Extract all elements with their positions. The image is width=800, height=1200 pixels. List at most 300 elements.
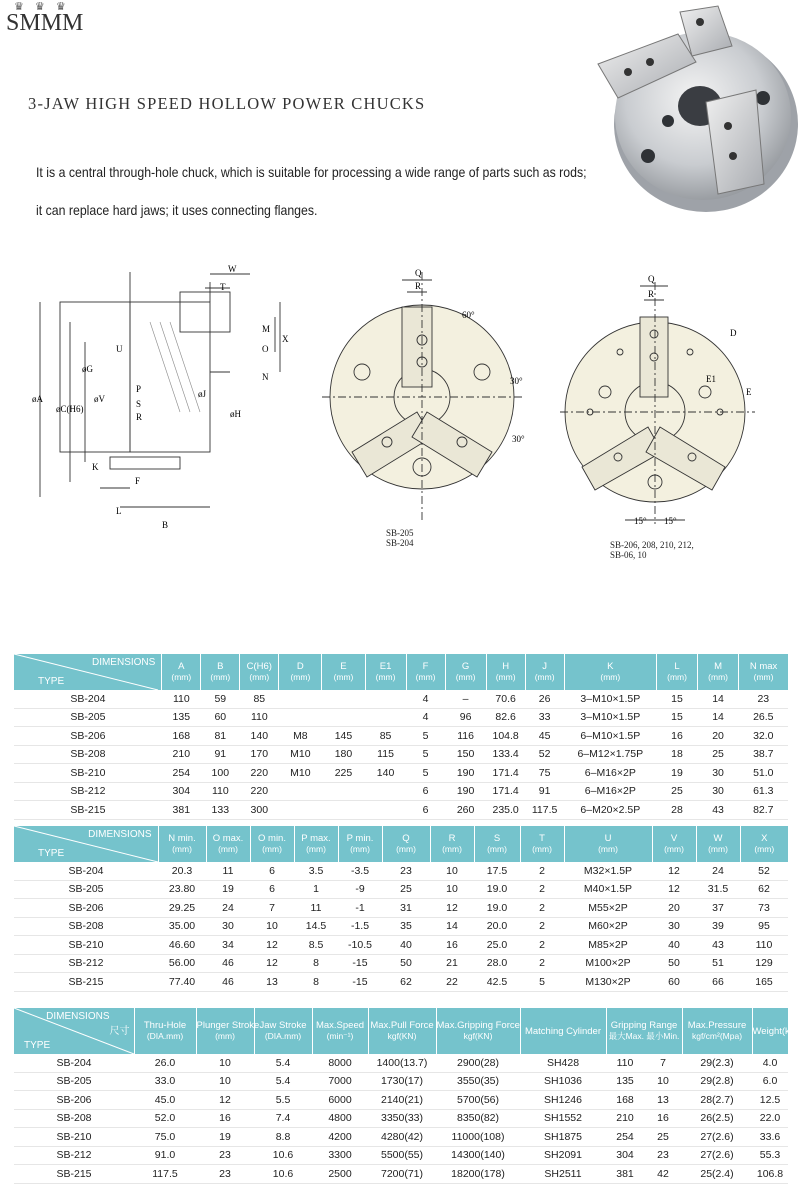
front-left-label-r: R	[415, 281, 422, 291]
table-3-cell: 27(2.6)	[682, 1146, 752, 1165]
table-2-col-header: T (mm)	[520, 826, 564, 862]
table-3-cell: 7	[644, 1054, 682, 1072]
table-3-cell: 22.0	[752, 1109, 788, 1128]
caption-sb206-group: SB-206, 208, 210, 212,	[610, 540, 694, 550]
table-2-cell: M60×2P	[564, 917, 652, 936]
table-1-cell	[365, 690, 406, 708]
table-2-row	[14, 880, 788, 899]
table-2-cell: 2	[520, 954, 564, 973]
table-3-cell: 1730(17)	[368, 1072, 436, 1091]
table-2-cell: 14	[430, 917, 474, 936]
table-2-cell: 2	[520, 880, 564, 899]
table-2-cell: 8.5	[294, 936, 338, 955]
table-1-cell: 96	[445, 708, 486, 727]
table-2-cell: -15	[338, 954, 382, 973]
table-2-type-cell: SB-212	[14, 954, 158, 973]
table-3-col-header: Weight(kg)	[752, 1008, 788, 1054]
table-2-col-header: U (mm)	[564, 826, 652, 862]
table-3-cell: 4800	[312, 1109, 368, 1128]
front-left-angle-30b: 30°	[512, 434, 525, 444]
table-1-cell: 235.0	[486, 801, 525, 820]
table-1-corner	[14, 654, 162, 690]
table-2-cell: 30	[652, 917, 696, 936]
table-1-cell: 30	[698, 782, 739, 801]
table-2-type-cell: SB-206	[14, 899, 158, 918]
table-3-cell: 19	[196, 1128, 254, 1147]
table-2-cell: 12	[250, 936, 294, 955]
table-2-col-header: P max. (mm)	[294, 826, 338, 862]
table-3-dimensions-label: DIMENSIONS	[46, 1011, 110, 1022]
table-1-type-cell: SB-204	[14, 690, 162, 708]
table-3-cell: 25(2.4)	[682, 1165, 752, 1184]
table-2-cell: 29.25	[158, 899, 206, 918]
table-2-row	[14, 917, 788, 936]
table-3-cell: 2900(28)	[436, 1054, 520, 1072]
table-3-cell: 2140(21)	[368, 1091, 436, 1110]
table-2-cell: 19.0	[474, 899, 520, 918]
table-1-cell: M10	[279, 764, 322, 783]
table-3-cell: 6.0	[752, 1072, 788, 1091]
table-2-cell: M85×2P	[564, 936, 652, 955]
table-1-cell: 171.4	[486, 782, 525, 801]
table-2-cell: -1	[338, 899, 382, 918]
table-1-cell: 20	[698, 727, 739, 746]
table-2-cell: 1	[294, 880, 338, 899]
table-2-cell: 16	[430, 936, 474, 955]
table-1-cell: 104.8	[486, 727, 525, 746]
table-2-cell: 3.5	[294, 862, 338, 880]
table-2-cell: 22	[430, 973, 474, 992]
dim-label-r: R	[136, 412, 143, 422]
table-1-cell: –	[445, 690, 486, 708]
table-3-cell: 14300(140)	[436, 1146, 520, 1165]
table-2-type-cell: SB-204	[14, 862, 158, 880]
table-1-row	[14, 690, 788, 708]
table-1-cell: 52	[525, 745, 564, 764]
table-3-type-cell: SB-208	[14, 1109, 134, 1128]
caption-sb06-group: SB-06, 10	[610, 550, 647, 560]
table-3-col-header: Jaw Stroke (DIA.mm)	[254, 1008, 312, 1054]
table-1-cell: 254	[162, 764, 201, 783]
table-2-cell: 12	[250, 954, 294, 973]
brand-logo	[4, 0, 114, 40]
table-3-row	[14, 1146, 788, 1165]
front-view-sb206	[560, 262, 780, 537]
table-2-cell: 19.0	[474, 880, 520, 899]
table-2-header	[14, 826, 788, 862]
table-2-cell: 46.60	[158, 936, 206, 955]
table-2-col-header: S (mm)	[474, 826, 520, 862]
table-1-col-header: A (mm)	[162, 654, 201, 690]
table-3-cell: 7200(71)	[368, 1165, 436, 1184]
table-3-cell: SH1246	[520, 1091, 606, 1110]
table-3-cell: 381	[606, 1165, 644, 1184]
table-1-cell: 115	[365, 745, 406, 764]
table-1-cell: 6–M16×2P	[564, 764, 656, 783]
table-2-cell: 46	[206, 973, 250, 992]
table-3-cell: 117.5	[134, 1165, 196, 1184]
table-1-cell: 85	[240, 690, 279, 708]
table-3-col-header: Gripping Range 最大Max. 最小Min.	[606, 1008, 682, 1054]
table-2-cell: 7	[250, 899, 294, 918]
table-2-cell: 10	[430, 880, 474, 899]
table-1-cell: 180	[322, 745, 365, 764]
table-3-cell: 10.6	[254, 1165, 312, 1184]
table-1-cell: 168	[162, 727, 201, 746]
table-3-cell: 106.8	[752, 1165, 788, 1184]
table-1-type-label: TYPE	[38, 676, 65, 687]
table-2-type-label: TYPE	[38, 848, 65, 859]
table-3-cell: 52.0	[134, 1109, 196, 1128]
table-3-cell: SH1875	[520, 1128, 606, 1147]
table-1-type-cell: SB-215	[14, 801, 162, 820]
table-2-cell: 50	[652, 954, 696, 973]
table-3-type-cell: SB-215	[14, 1165, 134, 1184]
dim-label-v: øV	[94, 394, 105, 404]
front-right-angle-15a: 15°	[634, 516, 647, 526]
table-1-cell: 75	[525, 764, 564, 783]
table-2-cell: 19	[206, 880, 250, 899]
table-2-cell: 39	[696, 917, 740, 936]
front-right-label-d: D	[730, 328, 737, 338]
table-1-cell: 225	[322, 764, 365, 783]
table-3-type-cell: SB-212	[14, 1146, 134, 1165]
table-2-col-header: R (mm)	[430, 826, 474, 862]
table-2-dimensions-label: DIMENSIONS	[88, 829, 152, 840]
table-1-col-header: M (mm)	[698, 654, 739, 690]
table-1-cell: 61.3	[739, 782, 788, 801]
table-1-cell: 381	[162, 801, 201, 820]
table-3-cell: 6000	[312, 1091, 368, 1110]
table-2-type-cell: SB-215	[14, 973, 158, 992]
table-1-cell: 15	[657, 708, 698, 727]
table-1-cell: 171.4	[486, 764, 525, 783]
table-2-col-header: V (mm)	[652, 826, 696, 862]
description-line-2: it can replace hard jaws; it uses connecting flanges.	[36, 202, 318, 218]
table-1-row	[14, 764, 788, 783]
dim-label-o: O	[262, 344, 269, 354]
table-2-cell: M40×1.5P	[564, 880, 652, 899]
table-1-cell: 6–M16×2P	[564, 782, 656, 801]
table-1-cell: 3–M10×1.5P	[564, 690, 656, 708]
table-1-cell: 110	[162, 690, 201, 708]
table-2-cell: 12	[652, 862, 696, 880]
table-1-cell: 220	[240, 782, 279, 801]
table-1-type-cell: SB-210	[14, 764, 162, 783]
table-1-cell: 85	[365, 727, 406, 746]
table-3-cell: 26.0	[134, 1054, 196, 1072]
table-1-cell	[322, 782, 365, 801]
front-right-angle-15b: 15°	[664, 516, 677, 526]
dimensions-table-2	[14, 826, 788, 992]
table-1-cell: 6	[406, 801, 445, 820]
dim-label-s: S	[136, 399, 142, 409]
table-1-cell: 82.6	[486, 708, 525, 727]
table-3-cell: 10	[644, 1072, 682, 1091]
table-3-cell: 16	[644, 1109, 682, 1128]
table-1-row	[14, 801, 788, 820]
table-1-cell	[365, 708, 406, 727]
table-1-cell: 6–M10×1.5P	[564, 727, 656, 746]
dim-label-t: T	[220, 282, 226, 292]
table-2-cell: 62	[382, 973, 430, 992]
table-1-cell: 100	[201, 764, 240, 783]
table-1-cell: 91	[201, 745, 240, 764]
table-2-cell: 95	[740, 917, 788, 936]
table-1-cell: 28	[657, 801, 698, 820]
table-1-row	[14, 745, 788, 764]
table-2-cell: M100×2P	[564, 954, 652, 973]
table-1-cell	[322, 708, 365, 727]
table-1-cell	[279, 801, 322, 820]
table-2-cell: 11	[206, 862, 250, 880]
logo-crown-icon: ♛ ♛ ♛	[14, 1, 70, 13]
table-2-cell: 2	[520, 862, 564, 880]
table-2-cell: 52	[740, 862, 788, 880]
table-2-cell: 40	[382, 936, 430, 955]
table-2-cell: 77.40	[158, 973, 206, 992]
dim-label-k: K	[92, 462, 99, 472]
table-1-cell: 117.5	[525, 801, 564, 820]
table-2-type-cell: SB-205	[14, 880, 158, 899]
table-2-cell: 129	[740, 954, 788, 973]
table-3-col-header: Thru-Hole (DIA.mm)	[134, 1008, 196, 1054]
table-1-cell: 81	[201, 727, 240, 746]
table-3-cell: 26(2.5)	[682, 1109, 752, 1128]
table-1-cell	[279, 690, 322, 708]
front-left-angle-60: 60°	[462, 310, 475, 320]
table-3-cell: 12	[196, 1091, 254, 1110]
table-2-cell: 20.0	[474, 917, 520, 936]
logo-text: SMMM	[6, 10, 84, 36]
table-1-cell: 190	[445, 764, 486, 783]
table-1-cell: 110	[201, 782, 240, 801]
dim-label-l: L	[116, 506, 122, 516]
table-1-cell: 170	[240, 745, 279, 764]
dim-label-m: M	[262, 324, 271, 334]
table-1-cell: 14	[698, 708, 739, 727]
table-1-col-header: J (mm)	[525, 654, 564, 690]
table-3-cell: 4200	[312, 1128, 368, 1147]
table-2-cell: 25	[382, 880, 430, 899]
front-left-angle-30a: 30°	[510, 376, 523, 386]
table-3-cell: 33.6	[752, 1128, 788, 1147]
front-right-label-q: Q	[648, 274, 655, 284]
table-3-cell: 4280(42)	[368, 1128, 436, 1147]
table-3-row	[14, 1128, 788, 1147]
table-2-cell: 66	[696, 973, 740, 992]
table-1-type-cell: SB-205	[14, 708, 162, 727]
table-2-cell: 31	[382, 899, 430, 918]
table-1-cell: 140	[240, 727, 279, 746]
table-2-cell: 46	[206, 954, 250, 973]
table-1-cell: 43	[698, 801, 739, 820]
table-2-cell: 62	[740, 880, 788, 899]
table-1-cell: M8	[279, 727, 322, 746]
table-2-cell: 14.5	[294, 917, 338, 936]
table-1-cell: 18	[657, 745, 698, 764]
dim-label-w: W	[228, 264, 237, 274]
table-1-cell: 4	[406, 708, 445, 727]
table-1-cell: 116	[445, 727, 486, 746]
table-1-col-header: H (mm)	[486, 654, 525, 690]
table-3-header	[14, 1008, 788, 1054]
table-2-cell: 34	[206, 936, 250, 955]
table-1-cell: 38.7	[739, 745, 788, 764]
table-3-cell: 135	[606, 1072, 644, 1091]
table-3-cell: 4.0	[752, 1054, 788, 1072]
table-2-cell: 2	[520, 917, 564, 936]
table-3-row	[14, 1165, 788, 1184]
table-3-cell: 11000(108)	[436, 1128, 520, 1147]
table-3-cell: 13	[644, 1091, 682, 1110]
caption-sb204: SB-204	[386, 538, 414, 548]
table-3-type-cell: SB-205	[14, 1072, 134, 1091]
table-2-cell: 20.3	[158, 862, 206, 880]
table-2-cell: 24	[206, 899, 250, 918]
table-1-row	[14, 782, 788, 801]
table-2-cell: 28.0	[474, 954, 520, 973]
table-2-cell: 43	[696, 936, 740, 955]
table-2-row	[14, 973, 788, 992]
dim-label-h: øH	[230, 409, 241, 419]
table-3-cell: 3300	[312, 1146, 368, 1165]
table-2-cell: -9	[338, 880, 382, 899]
table-3-cell: 5.4	[254, 1072, 312, 1091]
table-2-cell: 6	[250, 880, 294, 899]
description-line-1: It is a central through-hole chuck, which is suitable for processing a wide range of parts such as rods;	[36, 164, 587, 180]
table-2-cell: 40	[652, 936, 696, 955]
table-1-col-header: N max (mm)	[739, 654, 788, 690]
table-3-cell: 27(2.6)	[682, 1128, 752, 1147]
table-1-cell: 14	[698, 690, 739, 708]
table-1-cell: 23	[739, 690, 788, 708]
table-3-cell: 8.8	[254, 1128, 312, 1147]
table-1-cell: 133.4	[486, 745, 525, 764]
table-3-type-cell: SB-206	[14, 1091, 134, 1110]
table-2-cell: 31.5	[696, 880, 740, 899]
table-1-cell: 51.0	[739, 764, 788, 783]
table-1-cell	[322, 690, 365, 708]
table-1-cell: 133	[201, 801, 240, 820]
table-3-cell: 304	[606, 1146, 644, 1165]
table-1-cell: 45	[525, 727, 564, 746]
table-2-col-header: P min. (mm)	[338, 826, 382, 862]
table-3-cell: SH1036	[520, 1072, 606, 1091]
table-1-col-header: E1 (mm)	[365, 654, 406, 690]
side-section-drawing	[30, 262, 320, 542]
table-1-cell: 145	[322, 727, 365, 746]
table-1-col-header: C(H6) (mm)	[240, 654, 279, 690]
table-2-cell: -10.5	[338, 936, 382, 955]
table-2-cell: 23.80	[158, 880, 206, 899]
table-1-cell: 304	[162, 782, 201, 801]
table-1-col-header: K (mm)	[564, 654, 656, 690]
table-2-cell: 23	[382, 862, 430, 880]
table-1-cell: 5	[406, 745, 445, 764]
table-3-cell: 5.4	[254, 1054, 312, 1072]
table-1-cell: 25	[657, 782, 698, 801]
front-right-label-e: E	[746, 387, 752, 397]
table-3-cell: 16	[196, 1109, 254, 1128]
table-1-cell: 260	[445, 801, 486, 820]
table-3-row	[14, 1072, 788, 1091]
table-1-type-cell: SB-212	[14, 782, 162, 801]
table-3-cell: 210	[606, 1109, 644, 1128]
table-2-col-header: O max. (mm)	[206, 826, 250, 862]
front-view-sb205	[322, 262, 532, 532]
table-2-cell: 35.00	[158, 917, 206, 936]
table-2-cell: 21	[430, 954, 474, 973]
table-3-cell: 7.4	[254, 1109, 312, 1128]
table-3-row	[14, 1109, 788, 1128]
table-2-cell: 24	[696, 862, 740, 880]
table-2-cell: 37	[696, 899, 740, 918]
dim-label-j: øJ	[198, 389, 207, 399]
table-2-col-header: Q (mm)	[382, 826, 430, 862]
table-2-cell: 11	[294, 899, 338, 918]
table-1-cell: 33	[525, 708, 564, 727]
table-3-cell: 45.0	[134, 1091, 196, 1110]
table-2-cell: 12	[652, 880, 696, 899]
table-3-cell: 10	[196, 1054, 254, 1072]
table-3-cell: 110	[606, 1054, 644, 1072]
table-1-col-header: G (mm)	[445, 654, 486, 690]
table-2-cell: 12	[430, 899, 474, 918]
table-2-row	[14, 936, 788, 955]
table-3-cell: 23	[196, 1146, 254, 1165]
table-2-cell: 13	[250, 973, 294, 992]
table-3-type-label: TYPE	[24, 1040, 51, 1051]
table-3-cell: 8000	[312, 1054, 368, 1072]
table-3-type-cell: SB-204	[14, 1054, 134, 1072]
dimensions-table-1	[14, 654, 788, 820]
table-2-cell: -15	[338, 973, 382, 992]
table-2-row	[14, 954, 788, 973]
table-2-cell: 2	[520, 936, 564, 955]
table-1-cell: 70.6	[486, 690, 525, 708]
table-1-cell: 6–M20×2.5P	[564, 801, 656, 820]
table-2-cell: 165	[740, 973, 788, 992]
table-2-cell: 10	[250, 917, 294, 936]
dim-label-p: P	[136, 384, 142, 394]
table-2-cell: 10	[430, 862, 474, 880]
dim-label-g: øG	[82, 364, 93, 374]
table-3-cell: 10.6	[254, 1146, 312, 1165]
table-1-header	[14, 654, 788, 690]
table-2-cell: 51	[696, 954, 740, 973]
table-3-row	[14, 1054, 788, 1072]
table-2-cell: 35	[382, 917, 430, 936]
table-3-cell: 5500(55)	[368, 1146, 436, 1165]
performance-table	[14, 1008, 799, 1184]
table-2-cell: 6	[250, 862, 294, 880]
table-3-cell: 12.5	[752, 1091, 788, 1110]
table-1-cell: 110	[240, 708, 279, 727]
dim-label-x: X	[282, 334, 289, 344]
table-3-cell: 7000	[312, 1072, 368, 1091]
table-3-col-header: Max.Gripping Force kgf(KN)	[436, 1008, 520, 1054]
table-2-cell: 8	[294, 954, 338, 973]
table-1-cell: 140	[365, 764, 406, 783]
table-3-cell: 28(2.7)	[682, 1091, 752, 1110]
table-2-col-header: W (mm)	[696, 826, 740, 862]
table-1-cell: 300	[240, 801, 279, 820]
table-1-cell: 16	[657, 727, 698, 746]
table-1-cell: 19	[657, 764, 698, 783]
table-3-cell: 29(2.3)	[682, 1054, 752, 1072]
table-2-cell: 5	[520, 973, 564, 992]
